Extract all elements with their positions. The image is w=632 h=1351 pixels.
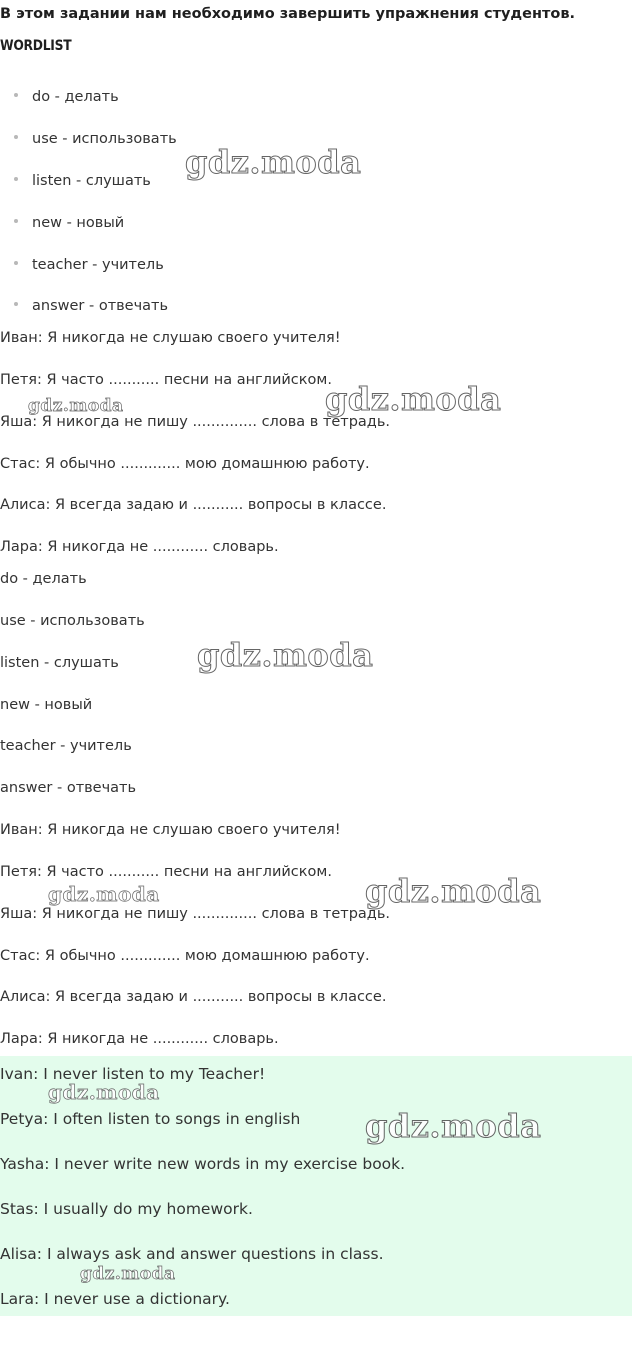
word-line: answer - отвечать (0, 780, 137, 796)
bullet-icon (14, 302, 18, 306)
word-line: do - делать (0, 571, 87, 587)
answer-line: Stas: I usually do my homework. (0, 1200, 253, 1218)
task-title: В этом задании нам необходимо завершить упражнения студентов. (0, 6, 576, 22)
list-item-text: do - делать (32, 89, 119, 105)
watermark-logo: gdz.moda (80, 1264, 176, 1284)
list-item-text: use - использовать (32, 131, 177, 147)
list-item (14, 89, 119, 105)
watermark-logo: gdz.moda (325, 380, 502, 418)
bullet-icon (14, 135, 18, 139)
watermark-logo: gdz.moda (48, 882, 160, 906)
watermark-logo: gdz.moda (185, 143, 362, 181)
dialogue-line: Петя: Я часто ........... песни на английском. (0, 864, 332, 880)
bullet-icon (14, 177, 18, 181)
word-line: new - новый (0, 697, 93, 713)
list-item-text: answer - отвечать (32, 298, 169, 314)
dialogue-line: Яша: Я никогда не пишу .............. слова в тетрадь. (0, 414, 390, 430)
bullet-icon (14, 93, 18, 97)
list-item (14, 131, 177, 147)
word-line: listen - слушать (0, 655, 119, 671)
answer-line: Lara: I never use a dictionary. (0, 1290, 230, 1308)
bullet-icon (14, 219, 18, 223)
dialogue-line: Стас: Я обычно ............. мою домашнюю работу. (0, 948, 370, 964)
watermark-logo: gdz.moda (197, 636, 374, 674)
list-item (14, 257, 164, 273)
wordlist-heading: WORDLIST (0, 38, 72, 54)
list-item (14, 298, 168, 314)
dialogue-line: Иван: Я никогда не слушаю своего учителя! (0, 330, 341, 346)
watermark-logo: gdz.moda (365, 872, 542, 910)
dialogue-line: Лара: Я никогда не ............ словарь. (0, 539, 279, 555)
answer-line: Alisa: I always ask and answer questions in class. (0, 1245, 384, 1263)
list-item-text: new - новый (32, 215, 125, 231)
list-item (14, 215, 124, 231)
watermark-logo: gdz.moda (48, 1080, 160, 1104)
dialogue-line: Алиса: Я всегда задаю и ........... вопросы в классе. (0, 497, 387, 513)
bullet-icon (14, 261, 18, 265)
list-item-text: teacher - учитель (32, 257, 164, 273)
dialogue-line: Иван: Я никогда не слушаю своего учителя! (0, 822, 341, 838)
list-item (14, 173, 151, 189)
dialogue-line: Петя: Я часто ........... песни на английском. (0, 372, 332, 388)
dialogue-line: Алиса: Я всегда задаю и ........... вопросы в классе. (0, 989, 387, 1005)
answer-line: Petya: I often listen to songs in english (0, 1110, 301, 1128)
list-item-text: listen - слушать (32, 173, 151, 189)
watermark-logo: gdz.moda (365, 1107, 542, 1145)
word-line: teacher - учитель (0, 738, 132, 754)
watermark-logo: gdz.moda (28, 396, 124, 416)
word-line: use - использовать (0, 613, 145, 629)
dialogue-line: Яша: Я никогда не пишу .............. слова в тетрадь. (0, 906, 390, 922)
answer-line: Ivan: I never listen to my Teacher! (0, 1065, 266, 1083)
dialogue-line: Лара: Я никогда не ............ словарь. (0, 1031, 279, 1047)
answer-line: Yasha: I never write new words in my exercise book. (0, 1155, 406, 1173)
dialogue-line: Стас: Я обычно ............. мою домашнюю работу. (0, 456, 370, 472)
